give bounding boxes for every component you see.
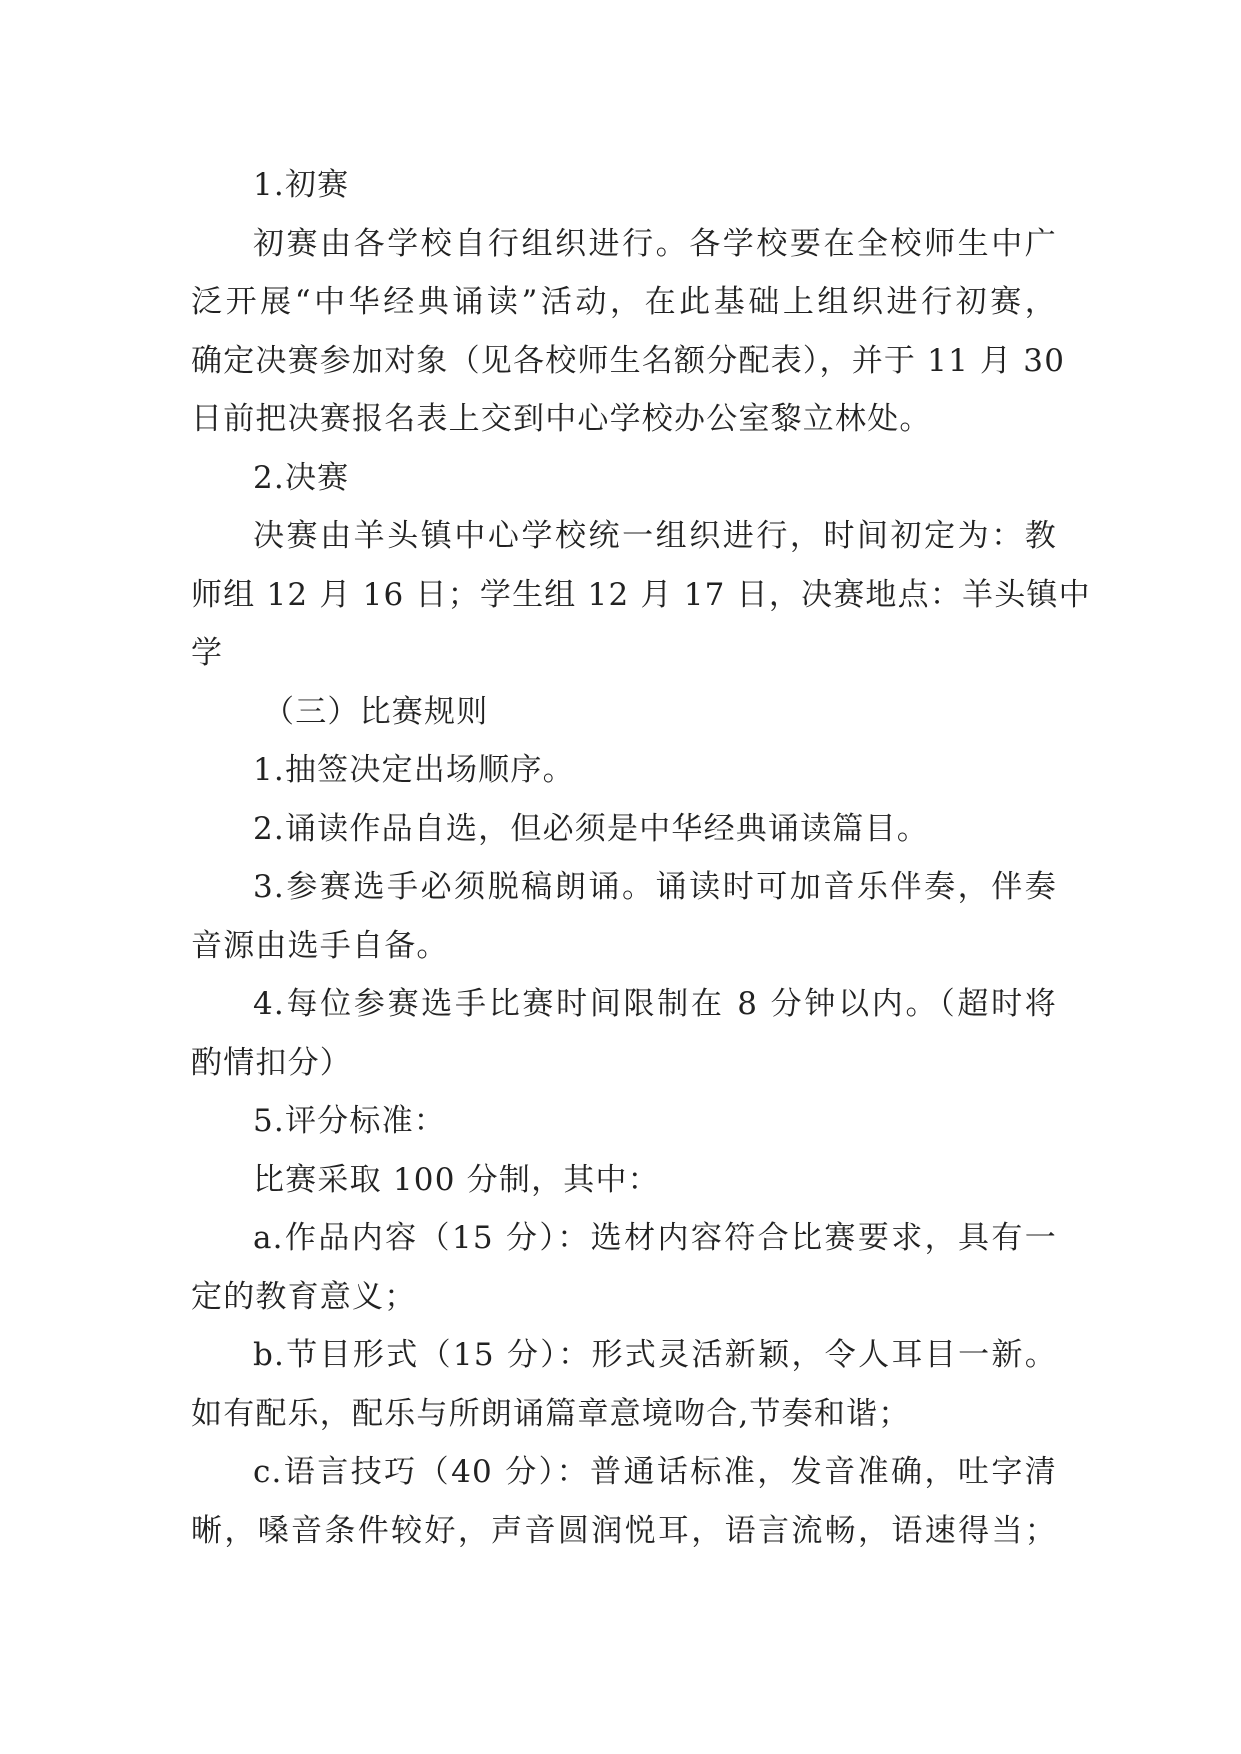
paragraph-line: 师组 12 月 16 日；学生组 12 月 17 日，决赛地点：羊头镇中 <box>191 576 1091 613</box>
criteria-item: a.作品内容（15 分）：选材内容符合比赛要求，具有一 <box>253 1220 1057 1256</box>
paragraph-line: 音源由选手自备。 <box>191 927 449 964</box>
rule-item: 5.评分标准： <box>253 1103 446 1139</box>
paragraph-line: 决赛由羊头镇中心学校统一组织进行，时间初定为：教 <box>253 518 1057 554</box>
paragraph-line: 晰，嗓音条件较好，声音圆润悦耳，语言流畅，语速得当； <box>191 1512 1057 1549</box>
paragraph-line: 初赛由各学校自行组织进行。各学校要在全校师生中广 <box>253 225 1057 262</box>
paragraph-line: 学 <box>191 635 224 671</box>
paragraph-line: 酌情扣分） <box>191 1044 352 1081</box>
paragraph-line: 定的教育意义； <box>191 1278 417 1315</box>
paragraph-line: 泛开展“中华经典诵读”活动，在此基础上组织进行初赛， <box>191 284 1057 320</box>
paragraph-line: 比赛采取 100 分制，其中： <box>253 1161 660 1198</box>
rule-item: 1.抽签决定出场顺序。 <box>253 752 575 788</box>
paragraph-line: 确定决赛参加对象（见各校师生名额分配表），并于 11 月 30 <box>191 342 1066 379</box>
subheading-final: 2.决赛 <box>253 459 350 496</box>
rule-item: 4.每位参赛选手比赛时间限制在 8 分钟以内。（超时将 <box>253 986 1057 1022</box>
paragraph-line: 如有配乐，配乐与所朗诵篇章意境吻合,节奏和谐； <box>191 1395 911 1432</box>
paragraph-line: 日前把决赛报名表上交到中心学校办公室黎立林处。 <box>191 401 932 437</box>
rule-item: 3.参赛选手必须脱稿朗诵。诵读时可加音乐伴奏，伴奏 <box>253 869 1057 905</box>
subheading-preliminary: 1.初赛 <box>253 167 350 203</box>
criteria-item: c.语言技巧（40 分）：普通话标准，发音准确，吐字清 <box>253 1454 1057 1490</box>
section-heading-rules: （三）比赛规则 <box>263 693 489 730</box>
criteria-item: b.节目形式（15 分）：形式灵活新颖，令人耳目一新。 <box>253 1337 1057 1373</box>
rule-item: 2.诵读作品自选，但必须是中华经典诵读篇目。 <box>253 810 929 847</box>
